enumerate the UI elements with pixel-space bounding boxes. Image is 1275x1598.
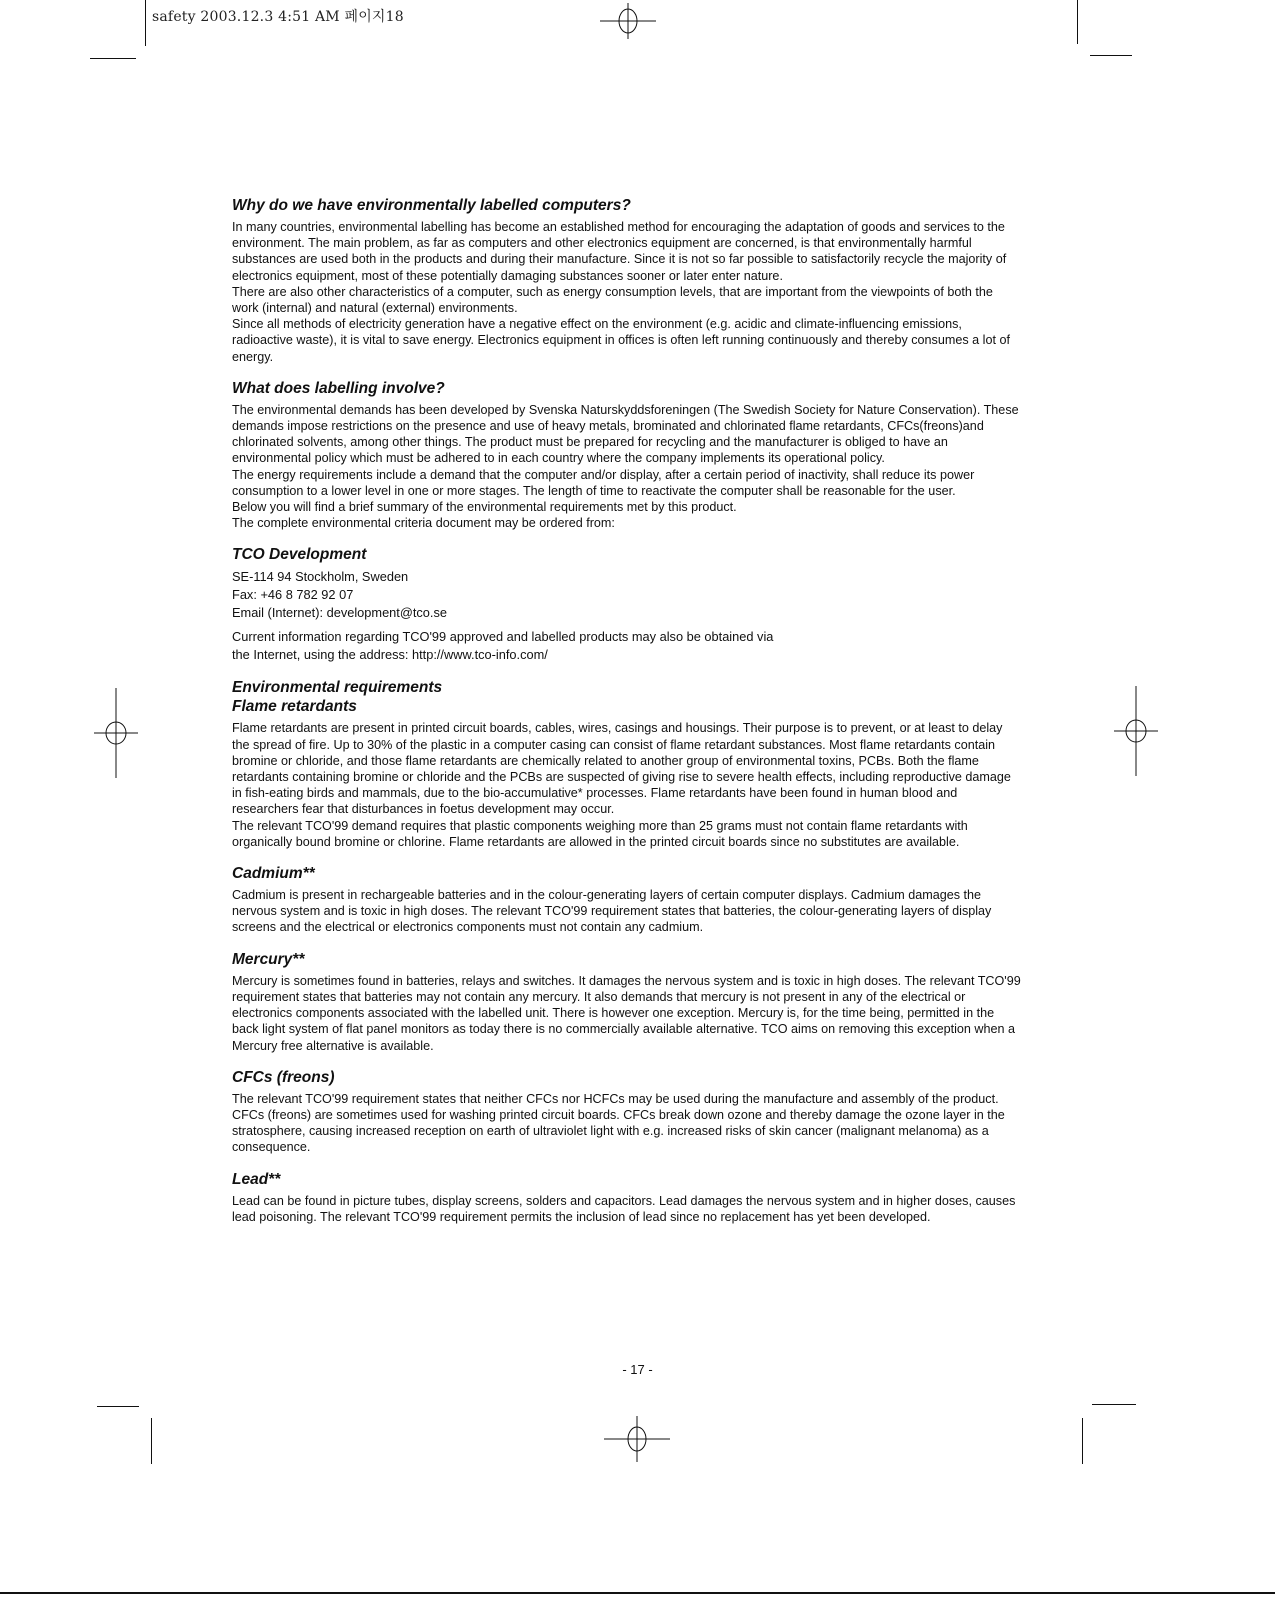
paragraph: There are also other characteristics of a computer, such as energy consumption levels, that are important from the viewpoints of both the work (internal) and natural (external) environments.	[232, 284, 993, 316]
section-tco-development	[232, 545, 1022, 664]
section-title: What does labelling involve?	[232, 379, 445, 397]
registration-mark-left-icon	[94, 688, 138, 778]
registration-mark-bottom-icon	[604, 1416, 670, 1462]
section-why-labelled	[232, 196, 1022, 365]
email: Email (Internet): development@tco.se	[232, 605, 447, 621]
section-lead	[232, 1170, 1022, 1225]
crop-mark-bottom-left-h	[97, 1406, 139, 1407]
registration-mark-right-icon	[1114, 686, 1158, 776]
paragraph: In many countries, environmental labelling has become an established method for encouraging the adaptation of goods and services to the environment. The main problem, as far as computers and other electronics equipment are concerned, is that environmentally harmful substances are used both in the products and during their manufacture. Since it is not so far possible to satisfactorily recycle the majority of electronics equipment, most of these potentially damaging substances sooner or later enter nature.	[232, 220, 1007, 283]
print-header-stamp: safety 2003.12.3 4:51 AM 페이지18	[152, 9, 404, 25]
paragraph: Lead can be found in picture tubes, display screens, solders and capacitors. Lead damages the nervous system and in higher doses, causes lead poisoning. The relevant TCO'99 requirement permits the inclusion of lead since no replacement has yet been developed.	[232, 1193, 1016, 1224]
paragraph: Flame retardants are present in printed circuit boards, cables, wires, casings and housings. Their purpose is to prevent, or at least to delay the spread of fire. Up to 30% of the plastic in a computer casing can consist of flame retardant substances. Most flame retardants contain bromine or chloride, and those flame retardants are chemically related to another group of environmental toxins, PCBs. Both the flame retardants containing bromine or chloride and the PCBs are suspected of giving rise to severe health effects, including reproductive damage in fish-eating birds and mammals, due to the bio-accumulative* processes. Flame retardants have been found in human blood and researchers fear that disturbances in foetus development may occur.	[232, 721, 1011, 817]
crop-mark-bottom-right-v	[1082, 1418, 1083, 1464]
paragraph: The energy requirements include a demand that the computer and/or display, after a certain period of inactivity, shall reduce its power consumption to a lower level in one or more stages. The length of time to reactivate the computer shall be reasonable for the user.	[232, 467, 975, 498]
section-subtitle: Flame retardants	[232, 698, 357, 716]
paragraph: Since all methods of electricity generation have a negative effect on the environment (e.g. acidic and climate-influencing emissions, radioactive waste), it is vital to save energy. Electronics equipment in offices is often left running continuously and thereby consumes a lot of energy.	[232, 317, 1010, 364]
crop-mark-top-right-h	[1090, 55, 1132, 56]
section-cfcs	[232, 1068, 1022, 1156]
section-title: Mercury**	[232, 950, 305, 968]
info-line: Current information regarding TCO'99 approved and labelled products may also be obtained via	[232, 629, 774, 645]
section-title: Why do we have environmentally labelled computers?	[232, 197, 631, 214]
crop-mark-top-left-v	[145, 0, 146, 46]
bottom-rule	[0, 1592, 1275, 1594]
address: SE-114 94 Stockholm, Sweden	[232, 569, 409, 585]
crop-mark-top-right-v	[1077, 0, 1078, 44]
section-title: Cadmium**	[232, 865, 315, 883]
paragraph: Mercury is sometimes found in batteries, relays and switches. It damages the nervous system and is toxic in high doses. The relevant TCO'99 requirement states that batteries may not contain any mercury. It also demands that mercury is not present in any of the electrical or electronics components associated with the labelled unit. There is however one exception. Mercury is, for the time being, permitted in the back light system of flat panel monitors as today there is no commercially available alternative. TCO aims on removing this exception when a Mercury free alternative is available.	[232, 973, 1021, 1053]
section-environmental-requirements	[232, 678, 1022, 850]
document-body	[232, 196, 1022, 1239]
paragraph: The complete environmental criteria document may be ordered from:	[232, 516, 615, 531]
fax: Fax: +46 8 782 92 07	[232, 587, 354, 603]
section-title: Environmental requirements	[232, 679, 443, 697]
info-line: the Internet, using the address: http://www.tco-info.com/	[232, 647, 548, 663]
paragraph: The relevant TCO'99 demand requires that plastic components weighing more than 25 grams must not contain flame retardants with organically bound bromine or chlorine. Flame retardants are allowed in the printed circuit boards since no substitutes are available.	[232, 818, 968, 849]
paragraph: Below you will find a brief summary of the environmental requirements met by this product.	[232, 500, 737, 515]
crop-mark-bottom-right-h	[1092, 1404, 1136, 1405]
section-title: CFCs (freons)	[232, 1068, 335, 1086]
section-title: TCO Development	[232, 546, 367, 564]
crop-mark-bottom-left-v	[151, 1418, 152, 1464]
crop-mark-top-left-h	[90, 58, 136, 59]
section-mercury	[232, 950, 1022, 1054]
section-cadmium	[232, 864, 1022, 936]
paragraph: Cadmium is present in rechargeable batteries and in the colour-generating layers of certain computer displays. Cadmium damages the nervous system and is toxic in high doses. The relevant TCO'99 requirement states that batteries, the colour-generating layers of display screens and the electrical or electronics components must not contain any cadmium.	[232, 888, 992, 935]
section-title: Lead**	[232, 1170, 281, 1188]
section-labelling	[232, 379, 1022, 532]
registration-mark-top-icon	[600, 3, 656, 39]
paragraph: The relevant TCO'99 requirement states that neither CFCs nor HCFCs may be used during the manufacture and assembly of the product. CFCs (freons) are sometimes used for washing printed circuit boards. CFCs break down ozone and thereby damage the ozone layer in the stratosphere, causing increased reception on earth of ultraviolet light with e.g. increased risks of skin cancer (malignant melanoma) as a consequence.	[232, 1091, 1005, 1155]
page-number: - 17 -	[622, 1362, 653, 1377]
paragraph: The environmental demands has been developed by Svenska Naturskyddsforeningen (The Swedish Society for Nature Conservation). These demands impose restrictions on the presence and use of heavy metals, brominated and chlorinated flame retardants, CFCs(freons)and chlorinated solvents, among other things. The product must be prepared for recycling and the manufacturer is obliged to have an environmental policy which must be adhered to in each country where the company implements its operational policy.	[232, 402, 1019, 466]
